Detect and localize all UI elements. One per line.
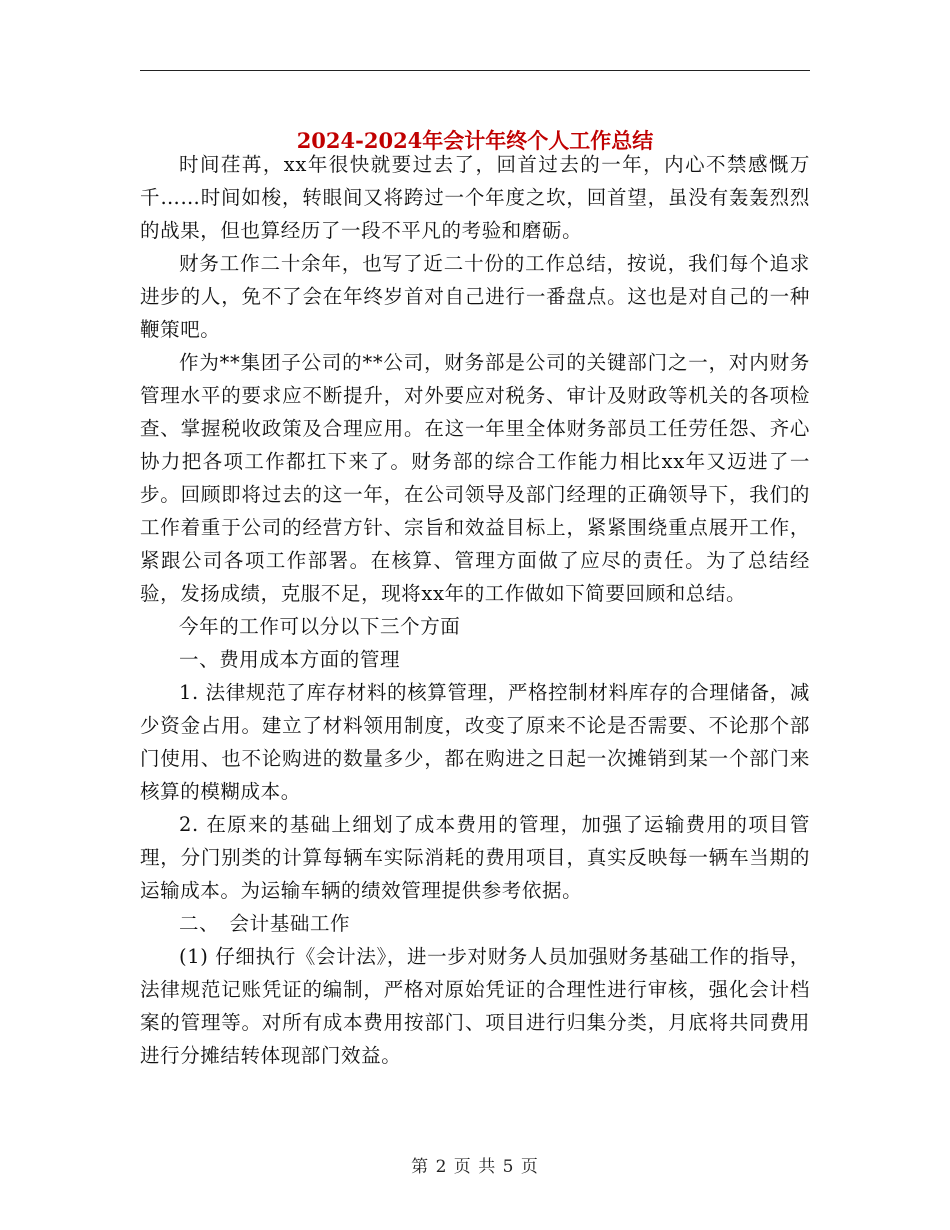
- section-heading-accounting: 二、 会计基础工作: [179, 912, 351, 935]
- list-item-transport: 2. 在原来的基础上细划了成本费用的管理，加强了运输费用的项目管理，分门别类的计算每辆车实际消耗的费用项目，真实反映每一辆车当期的运输成本。为运输车辆的绩效管理提供参考依据。: [140, 813, 810, 902]
- document-title: 2024-2024年会计年终个人工作总结: [296, 128, 654, 154]
- paragraph-reflection: 财务工作二十余年，也写了近二十份的工作总结，按说，我们每个追求进步的人，免不了会在年终岁首对自己进行一番盘点。这也是对自己的一种鞭策吧。: [140, 252, 810, 341]
- paragraph-overview: 今年的工作可以分以下三个方面: [179, 615, 461, 638]
- list-item-accounting-law: (1) 仔细执行《会计法》，进一步对财务人员加强财务基础工作的指导，法律规范记账凭证的编制，严格对原始凭证的合理性进行审核，强化会计档案的管理等。对所有成本费用按部门、项目进行归集分类，月底将共同费用进行分摊结转体现部门效益。: [140, 945, 810, 1067]
- section-heading-cost: 一、费用成本方面的管理: [179, 648, 401, 671]
- document-body: [140, 148, 810, 1072]
- paragraph-intro: 时间荏苒，xx年很快就要过去了，回首过去的一年，内心不禁感慨万千……时间如梭，转眼间又将跨过一个年度之坎，回首望，虽没有轰轰烈烈的战果，但也算经历了一段不平凡的考验和磨砺。: [140, 153, 810, 242]
- page-number: 第 2 页 共 5 页: [411, 1157, 539, 1177]
- paragraph-department: 作为**集团子公司的**公司，财务部是公司的关键部门之一，对内财务管理水平的要求应不断提升，对外要应对税务、审计及财政等机关的各项检查、掌握税收政策及合理应用。在这一年里全体财务部员工任劳任怨、齐心协力把各项工作都扛下来了。财务部的综合工作能力相比xx年又迈进了一步。回顾即将过去的这一年，在公司领导及部门经理的正确领导下，我们的工作着重于公司的经营方针、宗旨和效益目标上，紧紧围绕重点展开工作，紧跟公司各项工作部署。在核算、管理方面做了应尽的责任。为了总结经验，发扬成绩，克服不足，现将xx年的工作做如下简要回顾和总结。: [140, 351, 810, 605]
- header-rule: [140, 70, 810, 71]
- list-item-inventory: 1. 法律规范了库存材料的核算管理，严格控制材料库存的合理储备，减少资金占用。建立了材料领用制度，改变了原来不论是否需要、不论那个部门使用、也不论购进的数量多少，都在购进之日起一次摊销到某一个部门来核算的模糊成本。: [140, 681, 810, 803]
